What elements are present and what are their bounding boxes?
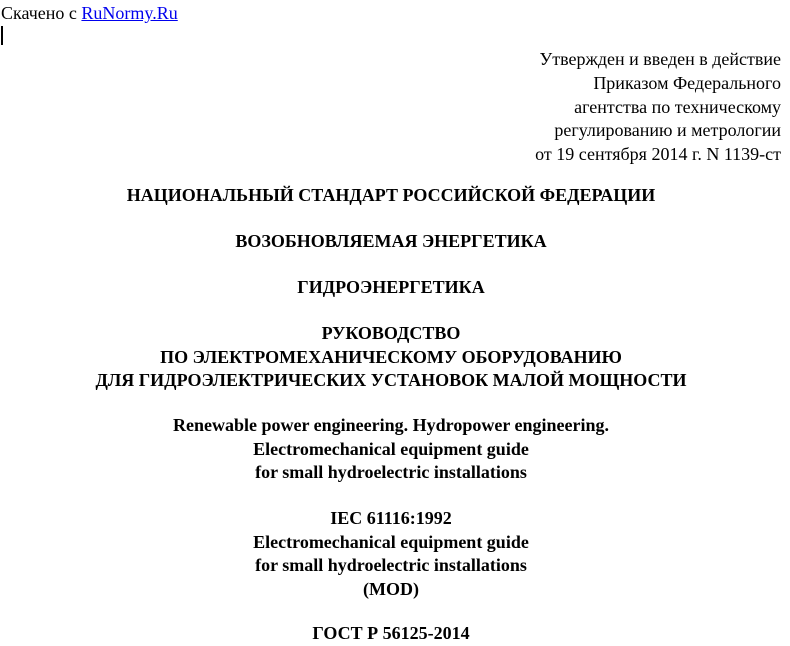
text-cursor: [1, 26, 3, 45]
approval-line: Утвержден и введен в действие: [539, 49, 781, 69]
approval-line: агентства по техническому: [574, 96, 781, 117]
iec-line: IEC 61116:1992: [330, 508, 452, 528]
national-standard-text: НАЦИОНАЛЬНЫЙ СТАНДАРТ РОССИЙСКОЙ ФЕДЕРАЦИИ: [126, 185, 656, 205]
download-prefix: Скачено с: [1, 3, 82, 23]
guide-ru-line: РУКОВОДСТВО: [321, 323, 461, 343]
iec-line: (MOD): [363, 578, 419, 599]
hydro-text: ГИДРОЭНЕРГЕТИКА: [297, 277, 485, 297]
renewable-heading: [0, 230, 782, 254]
guide-en-line: for small hydroelectric installations: [255, 462, 527, 482]
guide-ru-line: ПО ЭЛЕКТРОМЕХАНИЧЕСКОМУ ОБОРУДОВАНИЮ: [160, 346, 622, 367]
guide-en-heading: [0, 414, 782, 485]
approval-line: от 19 сентября 2014 г. N 1139-ст: [535, 144, 781, 165]
iec-line: Electromechanical equipment guide: [253, 531, 529, 552]
guide-ru-line: ДЛЯ ГИДРОЭЛЕКТРИЧЕСКИХ УСТАНОВОК МАЛОЙ МОЩНОСТИ: [95, 370, 687, 390]
download-source-line: [1, 2, 178, 24]
gost-heading: [0, 622, 782, 646]
runormy-link[interactable]: RuNormy.Ru: [81, 3, 178, 23]
iec-heading: [0, 507, 782, 601]
approval-line: Приказом Федерального: [593, 72, 781, 93]
national-standard-heading: [0, 184, 782, 208]
guide-en-line: Renewable power engineering. Hydropower engineering.: [173, 415, 609, 435]
approval-line: регулированию и метрологии: [554, 120, 781, 141]
hydro-heading: [0, 276, 782, 300]
guide-ru-heading: [0, 322, 782, 393]
approval-block: [535, 48, 781, 167]
renewable-text: ВОЗОБНОВЛЯЕМАЯ ЭНЕРГЕТИКА: [235, 231, 547, 251]
iec-line: for small hydroelectric installations: [255, 555, 527, 575]
gost-number: ГОСТ Р 56125-2014: [312, 623, 470, 643]
guide-en-line: Electromechanical equipment guide: [253, 438, 529, 459]
